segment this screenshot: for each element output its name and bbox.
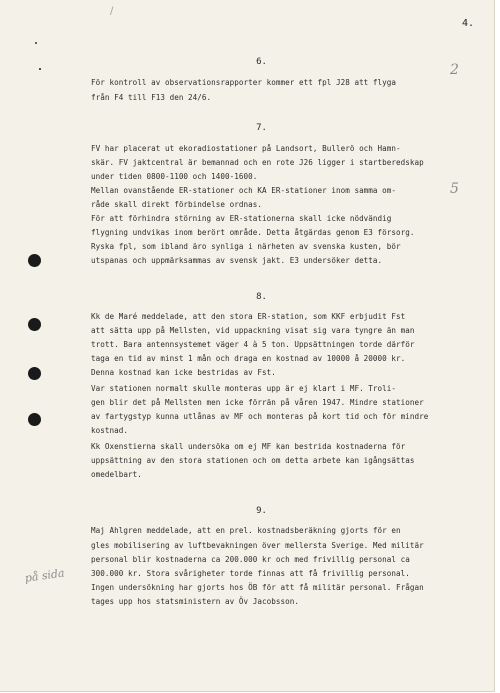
paragraph-line: från F4 till F13 den 24/6.: [91, 93, 212, 102]
paragraph-line: taga en tid av minst 1 mån och draga en kostnad av 10000 å 20000 kr.: [91, 354, 406, 363]
paragraph-line: För att förhindra störning av ER-stationerna skall icke nödvändig: [91, 214, 392, 223]
paragraph-line: Mellan ovanstående ER-stationer och KA ER-stationer inom samma om-: [91, 186, 397, 195]
paragraph-line: flygning undvikas inom berört område. Detta åtgärdas genom E3 försorg.: [91, 228, 415, 237]
paragraph-line: För kontroll av observationsrapporter kommer ett fpl J28 att flyga: [91, 78, 397, 87]
paragraph-line: utspanas och uppmärksammas av svensk jakt. E3 undersöker detta.: [91, 256, 383, 265]
paragraph-line: Ingen undersökning har gjorts hos ÖB för att få militär personal. Frågan: [91, 583, 424, 592]
paragraph-line: av fartygstyp kunna utlånas av MF och monteras på kort tid och för mindre: [91, 412, 429, 421]
punch-hole: [28, 367, 41, 380]
paragraph-line: skär. FV jaktcentral är bemannad och en rote J26 ligger i startberedskap: [91, 158, 424, 167]
paragraph-line: att sätta upp på Mellsten, vid uppackning visat sig vara tyngre än man: [91, 326, 415, 335]
paragraph-line: Var stationen normalt skulle monteras upp är ej klart i MF. Troli-: [91, 384, 397, 393]
ink-speck: [35, 42, 37, 44]
paragraph-line: Kk de Maré meddelade, att den stora ER-station, som KKF erbjudit Fst: [91, 312, 406, 321]
paragraph-line: råde skall direkt förbindelse ordnas.: [91, 200, 263, 209]
page-number: 4.: [462, 18, 475, 29]
margin-note-section6: 2: [450, 62, 459, 78]
paragraph-line: trott. Bara antennsystemet väger 4 à 5 ton. Uppsättningen torde därför: [91, 340, 415, 349]
paragraph-line: under tiden 0800-1100 och 1400-1600.: [91, 172, 258, 181]
paragraph-line: personal blir kostnaderna ca 200.000 kr och med frivillig personal ca: [91, 555, 410, 564]
paragraph-line: 300.000 kr. Stora svårigheter torde finnas att få frivillig personal.: [91, 569, 410, 578]
section-number: 9.: [256, 506, 267, 516]
paragraph-line: Maj Ahlgren meddelade, att en prel. kostnadsberäkning gjorts för en: [91, 526, 401, 535]
paragraph-line: uppsättning av den stora stationen och om detta arbete kan igångsättas: [91, 456, 415, 465]
punch-hole: [28, 254, 41, 267]
paragraph-line: tages upp hos statsministern av Öv Jacobsson.: [91, 597, 299, 606]
paragraph-line: gen blir det på Mellsten men icke förrän på våren 1947. Mindre stationer: [91, 398, 424, 407]
section-number: 8.: [256, 292, 267, 302]
margin-note-section7: 5: [450, 181, 459, 197]
section-number: 6.: [256, 57, 267, 67]
paragraph-line: Ryska fpl, som ibland äro synliga i närheten av svenska kusten, bör: [91, 242, 401, 251]
ink-speck: [39, 68, 41, 70]
paragraph-line: Kk Oxenstierna skall undersöka om ej MF kan bestrida kostnaderna för: [91, 442, 406, 451]
section-number: 7.: [256, 123, 267, 133]
paragraph-line: omedelbart.: [91, 470, 142, 479]
paragraph-line: FV har placerat ut ekoradiostationer på Landsort, Bullerö och Hamn-: [91, 144, 401, 153]
paragraph-line: gles mobilisering av luftbevakningen över mellersta Sverige. Med militär: [91, 541, 424, 550]
corner-pencil-mark: /: [110, 6, 114, 17]
punch-hole: [28, 318, 41, 331]
paragraph-line: Denna kostnad kan icke bestridas av Fst.: [91, 368, 276, 377]
paragraph-line: kostnad.: [91, 426, 128, 435]
punch-hole: [28, 413, 41, 426]
margin-note-section9: på sida: [24, 566, 66, 585]
